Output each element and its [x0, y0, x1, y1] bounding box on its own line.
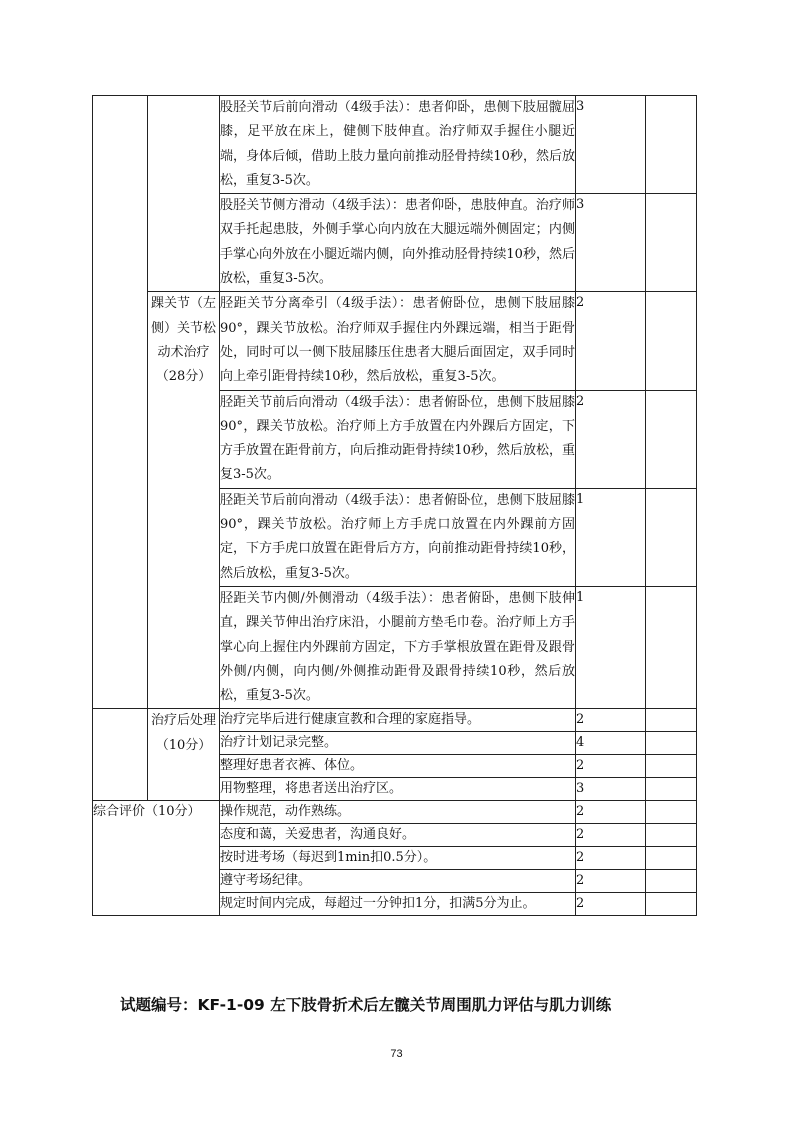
table-row: [93, 801, 697, 824]
item-score: 1: [576, 488, 646, 586]
item-score: 3: [576, 96, 646, 194]
deduction-cell: [646, 194, 697, 292]
deduction-cell: [646, 847, 697, 870]
item-content: 胫距关节分离牵引（4级手法）：患者俯卧位，患侧下肢屈膝90°，踝关节放松。治疗师双手握住内外踝远端，相当于距骨处，同时可以一侧下肢屈膝压住患者大腿后面固定，双手同时向上牵引距骨持续10秒，然后放松，重复3-5次。: [220, 292, 576, 390]
deduction-cell: [646, 778, 697, 801]
item-content: 按时进考场（每迟到1min扣0.5分）。: [220, 847, 576, 870]
category-label-overall: 综合评价（10分）: [93, 801, 220, 916]
deduction-cell: [646, 870, 697, 893]
section-label-ankle: 踝关节（左侧）关节松动术治疗（28分）: [148, 292, 220, 709]
table-row: [93, 709, 697, 732]
deduction-cell: [646, 292, 697, 390]
scoring-table: [92, 95, 697, 916]
item-score: 2: [576, 847, 646, 870]
table-row: [93, 292, 697, 390]
item-content: 用物整理，将患者送出治疗区。: [220, 778, 576, 801]
item-score: 2: [576, 801, 646, 824]
item-score: 2: [576, 292, 646, 390]
item-content: 态度和蔼，关爱患者，沟通良好。: [220, 824, 576, 847]
table-row: [93, 96, 697, 194]
page-number: 73: [390, 1048, 403, 1060]
item-score: 3: [576, 194, 646, 292]
item-score: 1: [576, 586, 646, 708]
item-score: 2: [576, 870, 646, 893]
deduction-cell: [646, 755, 697, 778]
deduction-cell: [646, 801, 697, 824]
item-content: 胫距关节前后向滑动（4级手法）：患者俯卧位，患侧下肢屈膝90°，踝关节放松。治疗师上方手放置在内外踝后方固定，下方手放置在距骨前方，向后推动距骨持续10秒，然后放松，重复3-5次。: [220, 390, 576, 488]
deduction-cell: [646, 586, 697, 708]
item-content: 整理好患者衣裤、体位。: [220, 755, 576, 778]
item-content: 治疗计划记录完整。: [220, 732, 576, 755]
item-score: 2: [576, 893, 646, 916]
item-content: 股胫关节后前向滑动（4级手法）：患者仰卧，患侧下肢屈髋屈膝，足平放在床上，健侧下肢伸直。治疗师双手握住小腿近端，身体后倾，借助上肢力量向前推动胫骨持续10秒，然后放松，重复3-5次。: [220, 96, 576, 194]
item-content: 胫距关节内侧/外侧滑动（4级手法）：患者俯卧，患侧下肢伸直，踝关节伸出治疗床沿，小腿前方垫毛巾卷。治疗师上方手掌心向上握住内外踝前方固定，下方手掌根放置在距骨及跟骨外侧/内侧，向内侧/外侧推动距骨及跟骨持续10秒，然后放松，重复3-5次。: [220, 586, 576, 708]
next-question-title: 试题编号：KF-1-09 左下肢骨折术后左髋关节周围肌力评估与肌力训练: [120, 996, 612, 1014]
item-content: 股胫关节侧方滑动（4级手法）：患者仰卧，患肢伸直。治疗师双手托起患肢，外侧手掌心向内放在大腿远端外侧固定；内侧手掌心向外放在小腿近端内侧，向外推动胫骨持续10秒，然后放松，重复3-5次。: [220, 194, 576, 292]
item-score: 2: [576, 824, 646, 847]
deduction-cell: [646, 709, 697, 732]
item-content: 胫距关节后前向滑动（4级手法）：患者俯卧位，患侧下肢屈膝90°，踝关节放松。治疗师上方手虎口放置在内外踝前方固定，下方手虎口放置在距骨后方方，向前推动距骨持续10秒，然后放松，重复3-5次。: [220, 488, 576, 586]
item-score: 3: [576, 778, 646, 801]
deduction-cell: [646, 488, 697, 586]
item-content: 治疗完毕后进行健康宣教和合理的家庭指导。: [220, 709, 576, 732]
deduction-cell: [646, 732, 697, 755]
item-score: 2: [576, 390, 646, 488]
section-label-post: 治疗后处理（10分）: [148, 709, 220, 801]
item-score: 4: [576, 732, 646, 755]
category-cell-empty: [93, 96, 148, 709]
item-content: 规定时间内完成，每超过一分钟扣1分，扣满5分为止。: [220, 893, 576, 916]
section-cell-empty: [148, 96, 220, 292]
deduction-cell: [646, 893, 697, 916]
deduction-cell: [646, 96, 697, 194]
deduction-cell: [646, 390, 697, 488]
item-content: 操作规范，动作熟练。: [220, 801, 576, 824]
item-content: 遵守考场纪律。: [220, 870, 576, 893]
item-score: 2: [576, 709, 646, 732]
category-cell-empty: [93, 709, 148, 801]
item-score: 2: [576, 755, 646, 778]
deduction-cell: [646, 824, 697, 847]
